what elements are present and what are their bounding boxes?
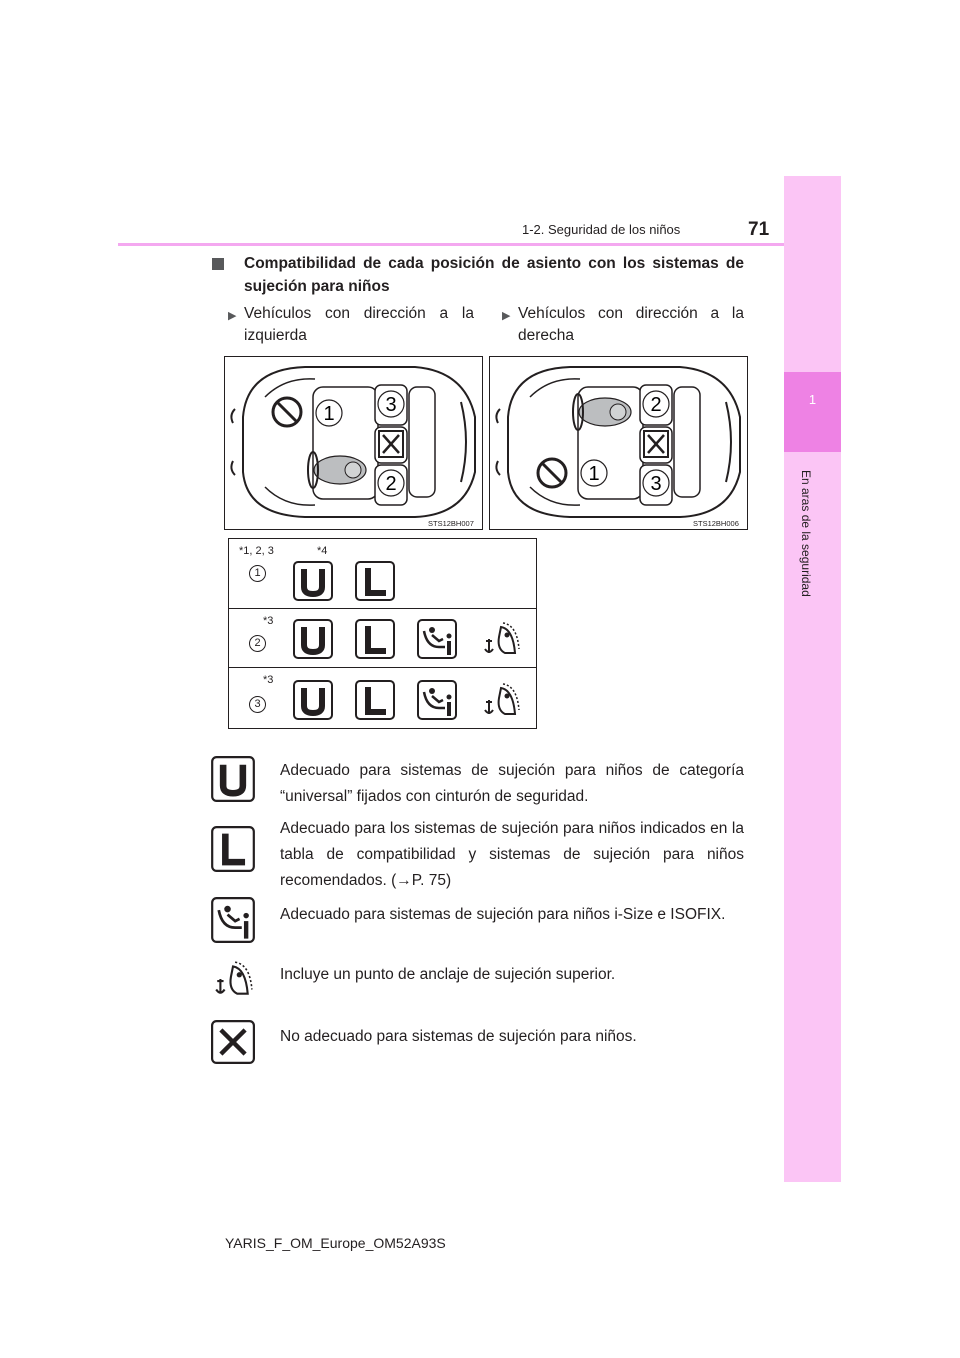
chapter-tab-active xyxy=(784,372,841,452)
section-heading: Compatibilidad de cada posición de asiento con los sistemas de sujeción para niños xyxy=(244,255,744,295)
page-number: 71 xyxy=(748,219,770,240)
seat-label-3: 3 xyxy=(650,473,662,495)
compatibility-table xyxy=(228,538,537,729)
listed-l-icon xyxy=(355,619,395,659)
isofix-icon xyxy=(417,619,457,659)
legend-listed-text: Adecuado para los sistemas de sujeción para niños indicados en la tabla de compatibilidad y sistemas de sujeción para niños recomendados. (→P. 75) xyxy=(280,820,744,889)
seat-label-1: 1 xyxy=(323,403,335,425)
seat-label-3: 3 xyxy=(385,394,397,416)
table-row xyxy=(229,608,536,668)
note-mark: *1, 2, 3 xyxy=(239,545,274,557)
subheading-left-drive: Vehículos con dirección a la izquierda xyxy=(244,305,474,344)
legend-cross-text: No adecuado para sistemas de sujeción para niños. xyxy=(280,1028,637,1045)
seat-diagram-right-drive xyxy=(489,356,748,530)
seat-label-1: 1 xyxy=(588,463,600,485)
isofix-icon xyxy=(211,897,255,943)
note-mark: *3 xyxy=(263,615,274,627)
chapter-side-tab xyxy=(784,176,841,1182)
car-top-view-right xyxy=(490,357,747,529)
anchor-icon xyxy=(211,958,255,1000)
square-bullet-icon xyxy=(212,258,224,270)
seat-label-2: 2 xyxy=(650,394,662,416)
seat-number: 1 xyxy=(249,565,266,582)
diagram-code: STS12BH006 xyxy=(693,519,739,528)
table-row xyxy=(229,667,536,729)
car-top-view-left xyxy=(225,357,482,529)
section-title: 1-2. Seguridad de los niños xyxy=(522,222,681,237)
footer-document-code: YARIS_F_OM_Europe_OM52A93S xyxy=(225,1235,446,1251)
isofix-icon xyxy=(417,680,457,720)
chapter-number: 1 xyxy=(808,392,817,407)
legend-anchor-text: Incluye un punto de anclaje de sujeción superior. xyxy=(280,966,616,983)
seat-label-2: 2 xyxy=(385,473,397,495)
universal-u-icon xyxy=(293,680,333,720)
anchor-icon xyxy=(481,680,521,720)
note-mark: *4 xyxy=(317,545,328,557)
legend-isofix-text: Adecuado para sistemas de sujeción para niños i-Size e ISOFIX. xyxy=(280,906,726,923)
chapter-title: En aras de la seguridad xyxy=(799,470,813,597)
subheading-right-drive: Vehículos con dirección a la derecha xyxy=(518,305,744,344)
listed-l-icon xyxy=(211,826,255,872)
legend-universal-text: Adecuado para sistemas de sujeción para niños de categoría “universal” fijados con cinturón de seguridad. xyxy=(280,762,744,805)
cross-icon xyxy=(211,1020,255,1064)
right-triangle-arrow-icon: ▶ xyxy=(228,310,237,322)
seat-diagram-left-drive xyxy=(224,356,483,530)
universal-u-icon xyxy=(211,756,255,802)
anchor-icon xyxy=(481,619,521,659)
note-mark: *3 xyxy=(263,674,274,686)
listed-l-icon xyxy=(355,561,395,601)
listed-l-icon xyxy=(355,680,395,720)
header-rule xyxy=(118,243,841,246)
universal-u-icon xyxy=(293,619,333,659)
universal-u-icon xyxy=(293,561,333,601)
seat-number: 2 xyxy=(249,635,266,652)
seat-number: 3 xyxy=(249,696,266,713)
right-triangle-arrow-icon: ▶ xyxy=(502,310,511,322)
diagram-code: STS12BH007 xyxy=(428,519,474,528)
table-row xyxy=(229,539,536,608)
